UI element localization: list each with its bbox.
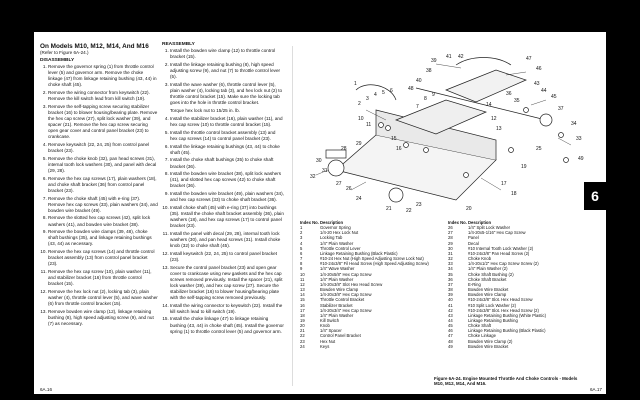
index-number: 33	[448, 261, 453, 267]
step-item: 10. Install choke shaft (45) with e-ring (37) into bushings (35). Install the choke shaft bracket assembly (36), plain washers (18), and hex cap screws (17) to control panel bracket (23).	[170, 205, 284, 229]
index-number: 4	[300, 240, 303, 246]
step-item: 11. Remove the hex cap screw (10), plain washer (11), and stabilizer bracket (16) from throttle control bracket (15).	[48, 269, 158, 287]
step-item: 3. Remove the self-tapping screw securing stabilizer bracket (16) to blower housing/bearing plate. Remove the hex cap screw (27), split lock washer (39), and spacer (21). Remove the hex cap screw securing open gear cover and control panel bracket (23) to crankcase.	[48, 104, 158, 141]
index-number: 24	[300, 343, 305, 349]
step-item: 8. Install the bowden wire bracket (38), split lock washers (41), and slotted hex cap screws (42) to choke shaft bracket (36).	[170, 171, 284, 189]
index-number: 9	[300, 266, 303, 272]
part-description: Control Panel Bracket	[320, 333, 361, 339]
callout: 36	[506, 91, 512, 97]
step-item: 5. Remove the choke knob (32), pan head screws (31), internal tooth lock washers (30), and panel with decal (29, 28).	[48, 156, 158, 174]
header-index-no: Index No.	[300, 220, 319, 225]
index-number: 48	[448, 338, 453, 344]
callout: 18	[511, 191, 517, 197]
step-item: 1. Remove the governor spring (1) from throttle control lever (5) and governor arm. Remove the choke linkage (47) from linkage retaining bushing (43, 44) in choke shaft (45).	[48, 64, 158, 88]
callout: 44	[541, 88, 547, 94]
index-number: 43	[448, 312, 453, 318]
callout: 20	[466, 206, 472, 212]
part-description: Knob	[320, 323, 330, 329]
part-description: Bowden Wire Clamp (2)	[468, 338, 513, 344]
part-description: Stabilizer Bracket	[320, 302, 353, 308]
part-description: Linkage Retaining Bushing (Black Plastic)	[320, 250, 398, 256]
header-description: Description	[468, 220, 492, 225]
index-number: 3	[300, 235, 303, 241]
callout: 48	[408, 86, 414, 92]
callout: 15	[391, 136, 397, 142]
callout: 26	[346, 186, 352, 192]
reassembly-title: REASSEMBLY	[162, 42, 195, 47]
index-number: 28	[448, 235, 453, 241]
step-item: 3. Install the wave washer (6), throttle control lever (5), plain washer (4), locking tab (3), and hex lock nut (2) to throttle control bracket (15). Make sure the locking tab goes into the hole in throttle control bracket.	[170, 82, 284, 106]
reassembly-steps-part2	[162, 116, 284, 335]
page-gutter	[292, 46, 293, 386]
part-description: Linkage Retaining Bushing	[468, 317, 518, 323]
part-description: Linkage Retaining Bushing (Black Plastic)	[468, 328, 546, 334]
callout: 39	[431, 58, 437, 64]
reassembly-column	[162, 42, 284, 336]
index-number: 2	[300, 230, 303, 236]
index-number: 17	[300, 307, 305, 313]
callout: 32	[310, 174, 316, 180]
callout: 19	[521, 164, 527, 170]
callout: 13	[496, 126, 502, 132]
index-number: 5	[300, 245, 303, 251]
callout: 7	[416, 104, 419, 110]
callout: 23	[416, 202, 422, 208]
callout: 11	[366, 122, 372, 128]
callout: 25	[536, 146, 542, 152]
part-description: #10-24x3/8" Fil Head Screw (High Speed Adjusting Screw)	[320, 261, 429, 267]
step-item: 2. Remove the wiring connector from keyswitch (22). Remove the kill switch lead from kill switch (19).	[48, 90, 158, 102]
choke-linkage-drawing	[456, 58, 511, 66]
index-number: 15	[300, 297, 305, 303]
reassembly-steps-part1	[162, 48, 284, 106]
part-description: Locking Tab	[320, 235, 343, 241]
index-column-right	[448, 220, 592, 349]
index-number: 16	[300, 302, 305, 308]
callout: 49	[578, 156, 584, 162]
index-number: 20	[300, 323, 305, 329]
callout: 1	[354, 81, 357, 87]
index-number: 47	[448, 333, 453, 339]
part-description: Bowden Wire Bracket	[468, 343, 509, 349]
index-number: 1	[300, 225, 303, 231]
index-number: 46	[448, 328, 453, 334]
callout: 28	[341, 146, 347, 152]
index-number: 19	[300, 317, 305, 323]
section-heading: On Models M10, M12, M14, And M16	[40, 43, 149, 50]
index-number: 45	[448, 323, 453, 329]
part-description: Throttle Control Bracket	[320, 297, 365, 303]
part-description: Hex Nut	[320, 338, 336, 344]
index-number: 23	[300, 338, 305, 344]
figure-caption: Figure 6A-24. Engine Mounted Throttle And Choke Controls - Models M10, M12, M14, And M16.	[434, 376, 578, 387]
part-description: Decal	[468, 240, 479, 246]
callout: 14	[486, 102, 492, 108]
step-item: 7. Remove the choke shaft (45) with e-ring (37). Remove hex cap screws (33), plain washers (34), and bowden wire bracket (49).	[48, 196, 158, 214]
part-description: #10 Internal Tooth Lock Washer (2)	[468, 245, 534, 251]
callout: 42	[458, 54, 464, 60]
index-number: 29	[448, 240, 453, 246]
callout: 8	[424, 96, 427, 102]
exploded-parts-diagram	[296, 50, 594, 220]
part-description: 1/4" Split Lock Washer	[468, 225, 511, 231]
callout: 46	[536, 66, 542, 72]
index-number: 11	[300, 276, 305, 282]
step-item: 12. Install keyswitch (22, 24, 25) to control panel bracket (23).	[170, 251, 284, 263]
part-description: #10 Split Lock Washer (2)	[468, 302, 517, 308]
part-description: Bowden Wire Bracket	[468, 287, 509, 293]
callout: 29	[356, 141, 362, 147]
index-number: 44	[448, 317, 453, 323]
part-description: Kill Switch	[320, 317, 340, 323]
index-number: 42	[448, 307, 453, 313]
part-description: 1/4-20x3/8" Hex Cap Screw	[320, 292, 372, 298]
index-number: 27	[448, 230, 453, 236]
callout: 3	[366, 96, 369, 102]
part-description: #10-24 Hex Nut (High Speed Adjusting Screw Lock Nut)	[320, 256, 424, 262]
callout: 5	[382, 90, 385, 96]
index-number: 35	[448, 271, 453, 277]
index-number: 8	[300, 261, 303, 267]
callout: 40	[416, 78, 422, 84]
index-number: 22	[300, 333, 305, 339]
keyswitch-drawing	[389, 188, 403, 202]
callout: 17	[501, 181, 507, 187]
part-description: Bowden Wire Clamp	[468, 292, 507, 298]
callout: 21	[386, 206, 392, 212]
step-item: 4. Install the stabilizer bracket (16), plain washer (11), and hex cap screw (10) to throttle control bracket (15).	[170, 116, 284, 128]
part-description: 1/4" Plain Washer	[320, 240, 354, 246]
callout: 38	[426, 68, 432, 74]
part-description: 1/4-20x1/2" Hex Cap Screw Screw (2)	[468, 261, 539, 267]
part-description: Governor Spring	[320, 225, 351, 231]
step-item: 10. Remove the hex cap screws (14) and throttle control bracket assembly (13) from control panel bracket (23).	[48, 249, 158, 267]
callout: 31	[322, 168, 328, 174]
page-number-left: 6A.16	[40, 387, 53, 392]
index-number: 6	[300, 250, 303, 256]
step-item: 5. Install the throttle control bracket assembly (13) and hex cap screws (14) to control panel bracket (23).	[170, 130, 284, 142]
part-description: Bowden Wire Clamp	[320, 287, 359, 293]
index-number: 32	[448, 256, 453, 262]
part-description: #10-24x3/8" Pan Head Screw (2)	[468, 250, 530, 256]
callout: 2	[358, 101, 361, 107]
index-number: 34	[448, 266, 453, 272]
header-description: Description	[320, 220, 344, 225]
callout: 24	[356, 196, 362, 202]
part-description: 1/4-20 Hex Lock Nut	[320, 230, 359, 236]
step-item: 9. Remove the bowden wire clamps (39, 48), choke shaft bushings (35), and linkage retaining bushings (43, 44) as necessary.	[48, 229, 158, 247]
step-item: 1. Install the bowden wire clamp (12) to throttle control bracket (15).	[170, 48, 284, 60]
callout: 43	[534, 81, 540, 87]
index-number: 14	[300, 292, 305, 298]
manual-page-spread	[34, 32, 606, 394]
index-number: 37	[448, 281, 453, 287]
part-description: Choke Knob	[468, 256, 492, 262]
step-item: 14. Install the wiring connector to keyswitch (22). Install the kill switch lead to kill switch (19).	[170, 303, 284, 315]
part-description: Keys	[320, 343, 330, 349]
callout: 27	[336, 181, 342, 187]
index-number: 38	[448, 287, 453, 293]
callout: 6	[390, 88, 393, 94]
step-item: 11. Install the panel with decal (29, 28), internal tooth lock washers (30), and pan head screws (31). Install choke knob (32) to choke shaft (45).	[170, 231, 284, 249]
callout: 16	[396, 146, 402, 152]
callout: 37	[558, 106, 564, 112]
callout: 41	[446, 54, 452, 60]
part-description: 1/4-20x3/4" Hex Cap Screw	[320, 307, 372, 313]
part-description: 1/4-20x3/8" Slot Hex Head Screw	[320, 281, 383, 287]
index-number: 21	[300, 328, 305, 334]
index-number: 26	[448, 225, 453, 231]
step-item: 8. Remove the slotted hex cap screws (42), split lock washers (41), and bowden wire bracket (38).	[48, 215, 158, 227]
part-description: 1/4-20x5-1/16" Hex Cap Screw	[468, 230, 526, 236]
step-item: 6. Remove the hex cap screws (17), plain washers (18), and choke shaft bracket (36) from control panel bracket (23).	[48, 176, 158, 194]
callout: 22	[406, 208, 412, 214]
table-row	[448, 344, 592, 349]
callout: 34	[571, 121, 577, 127]
index-number: 39	[448, 292, 453, 298]
part-description: E-Ring	[468, 281, 481, 287]
step-item: 6. Install the linkage retaining bushings (43, 44) to choke shaft (45).	[170, 144, 284, 156]
index-number: 10	[300, 271, 305, 277]
part-description: 1/4" Plain Washer (2)	[468, 266, 508, 272]
part-description: 1/4" Wave Washer	[320, 266, 355, 272]
callout: 35	[514, 98, 520, 104]
disassembly-steps	[40, 64, 158, 327]
step-item: 15. Install the choke linkage (47) to linkage retaining bushing (43, 44) in choke shaft (45). Install the governor spring (1) to throttle control lever (5) and governor arm.	[170, 316, 284, 334]
header-index-no: Index No.	[448, 220, 467, 225]
part-description: #10-24x3/8" Slot. Hex Head Screw (2)	[468, 307, 539, 313]
part-description: 1/4-20x5/8" Hex Cap Screw	[320, 271, 372, 277]
part-description: 1/4" Spacer	[320, 328, 342, 334]
part-description: Choke Linkage	[468, 333, 496, 339]
index-number: 36	[448, 276, 453, 282]
part-description: Choke Shaft	[468, 323, 492, 329]
part-description: #10-24x3/8" Slot. Hex Head Screw	[468, 297, 533, 303]
part-description: 1/4" Plain Washer	[320, 312, 354, 318]
step-item: 2. Install the linkage retaining bushing (8), high speed adjusting screw (9), and nut (7) to throttle control lever (5).	[170, 62, 284, 80]
index-number: 40	[448, 297, 453, 303]
step-item: 13. Remove bowden wire clamp (12), linkage retaining bushing (8), high speed adjusting screw (9), and nut (7) as necessary.	[48, 309, 158, 327]
index-number: 30	[448, 245, 453, 251]
part-description: Choke Shaft Bracket	[468, 276, 507, 282]
index-number: 13	[300, 287, 305, 293]
callout: 45	[551, 94, 557, 100]
index-number: 41	[448, 302, 453, 308]
table-row	[300, 344, 444, 349]
part-description: Choke Shaft Bushing (2)	[468, 271, 514, 277]
step-item: 4. Remove keyswitch (22, 24, 25) from control panel bracket (23).	[48, 142, 158, 154]
disassembly-column	[40, 42, 158, 329]
page-number-right: 6A.17	[589, 387, 602, 392]
step-item: 7. Install the choke shaft bushings (35) to choke shaft bracket (36).	[170, 157, 284, 169]
part-description: Panel	[468, 235, 479, 241]
section-tab[interactable]: 6	[584, 182, 606, 210]
callout: 30	[316, 158, 322, 164]
callout: 47	[526, 56, 532, 62]
step-item: 13. Secure the control panel bracket (23) and open gear cover to crankcase using new gaskets and the hex cap screws removed previously. Install the spacer (21), split lock washer (39), and hex cap screw (27). Secure the stabilizer bracket (16) to blower housing/bearing plate with the self-tapping screw removed previously.	[170, 265, 284, 302]
index-number: 12	[300, 281, 305, 287]
part-description: Linkage Retaining Bushing (White Plastic)	[468, 312, 546, 318]
step-item: 12. Remove the hex lock nut (2), locking tab (3), plain washer (4), throttle control lever (5), and wave washer (6) from throttle control bracket (15).	[48, 289, 158, 307]
index-number: 18	[300, 312, 305, 318]
section-subheading: (Refer to Figure 6A-24.)	[40, 50, 89, 55]
index-number: 49	[448, 343, 453, 349]
callout: 4	[374, 92, 377, 98]
callout: 12	[491, 116, 497, 122]
callout: 10	[358, 116, 364, 122]
index-number: 31	[448, 250, 453, 256]
index-column-left	[300, 220, 444, 349]
disassembly-title: DISASSEMBLY	[40, 58, 75, 64]
step-item: 9. Install the bowden wire bracket (49), plain washers (34), and hex cap screws (33) to choke shaft bracket (36).	[170, 191, 284, 203]
index-number: 7	[300, 256, 303, 262]
callout: 33	[576, 136, 582, 142]
part-description: 1/4" Plain Washer	[320, 276, 354, 282]
torque-note: Torque hex lock nut to 15/25 in. lb.	[170, 108, 240, 114]
choke-knob-drawing	[328, 160, 344, 176]
part-description: Throttle Control Lever	[320, 245, 361, 251]
callout: 9	[432, 92, 435, 98]
